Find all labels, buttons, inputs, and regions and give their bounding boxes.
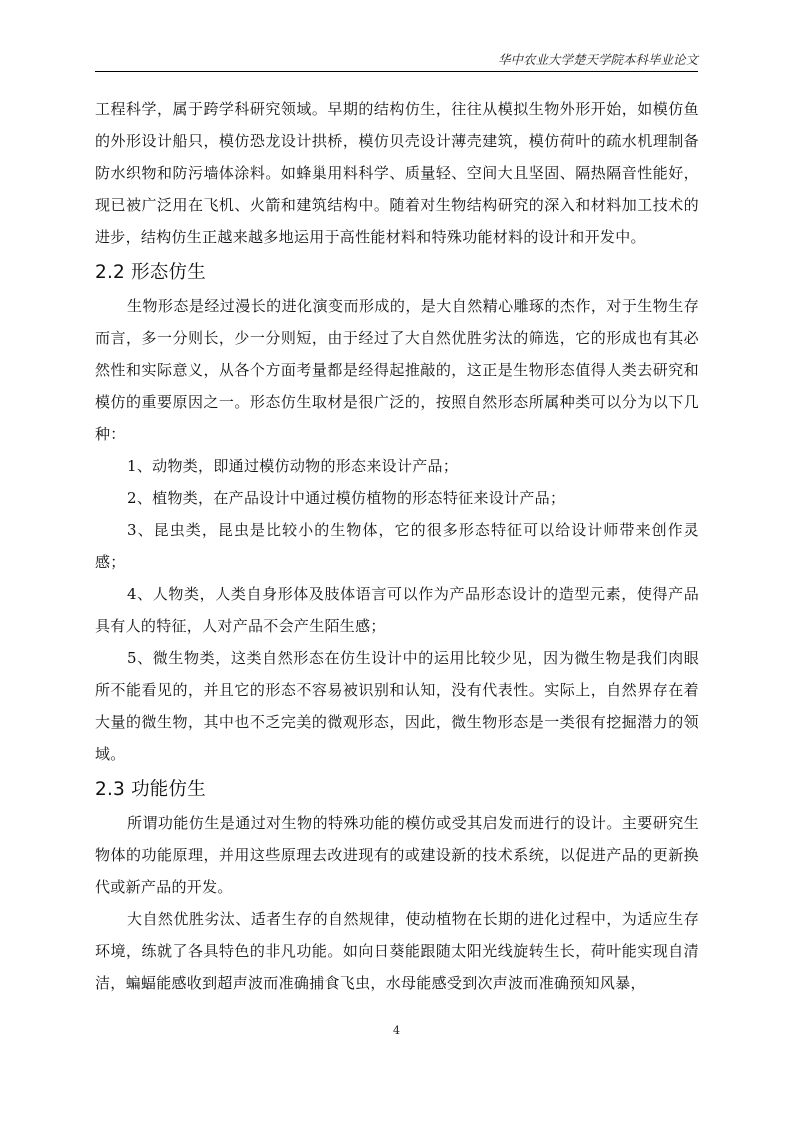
list-item: 5、微生物类，这类自然形态在仿生设计中的运用比较少见，因为微生物是我们肉眼所不能看见的，并且它的形态不容易被识别和认知，没有代表性。实际上，自然界存在着大量的微生物，其中也不乏完美的微观形态，因此，微生物形态是一类很有挖掘潜力的领域。 (95, 649, 699, 763)
paragraph: 大自然优胜劣汰、适者生存的自然规律，使动植物在长期的进化过程中，为适应生存环境，练就了各具特色的非凡功能。如向日葵能跟随太阳光线旋转生长，荷叶能实现自清洁，蝙蝠能感收到超声波而准确捕食飞虫，水母能感受到次声波而准确预知风暴， (95, 910, 699, 992)
section-heading-2-3: 2.3 功能仿生 (95, 779, 206, 800)
body-text (95, 93, 699, 999)
header-rule (95, 71, 698, 72)
list-item: 2、植物类，在产品设计中通过模仿植物的形态特征来设计产品； (127, 489, 566, 507)
paragraph: 生物形态是经过漫长的进化演变而形成的，是大自然精心雕琢的杰作，对于生物生存而言，多一分则长，少一分则短，由于经过了大自然优胜劣汰的筛选，它的形成也有其必然性和实际意义，从各个方面考量都是经得起推敲的，这正是生物形态值得人类去研究和模仿的重要原因之一。形态仿生取材是很广泛的，按照自然形态所属种类可以分为以下几种： (95, 297, 699, 443)
list-item: 3、昆虫类，昆虫是比较小的生物体，它的很多形态特征可以给设计师带来创作灵感； (95, 521, 699, 571)
running-header: 华中农业大学楚天学院本科毕业论文 (497, 52, 698, 67)
list-item: 1、动物类，即通过模仿动物的形态来设计产品； (127, 457, 459, 475)
page-number: 4 (393, 1024, 400, 1037)
list-item: 4、人物类，人类自身形体及肢体语言可以作为产品形态设计的造型元素，使得产品具有人的特征，人对产品不会产生陌生感； (95, 585, 699, 635)
paragraph: 所谓功能仿生是通过对生物的特殊功能的模仿或受其启发而进行的设计。主要研究生物体的功能原理，并用这些原理去改进现有的或建设新的技术系统，以促进产品的更新换代或新产品的开发。 (95, 814, 699, 896)
paragraph: 工程科学，属于跨学科研究领域。早期的结构仿生，往往从模拟生物外形开始，如模仿鱼的外形设计船只，模仿恐龙设计拱桥，模仿贝壳设计薄壳建筑，模仿荷叶的疏水机理制备防水织物和防污墙体涂料。如蜂巢用料科学、质量轻、空间大且坚固、隔热隔音性能好，现已被广泛用在飞机、火箭和建筑结构中。随着对生物结构研究的深入和材料加工技术的进步，结构仿生正越来越多地运用于高性能材料和特殊功能材料的设计和开发中。 (95, 100, 699, 246)
section-heading-2-2: 2.2 形态仿生 (95, 262, 206, 283)
